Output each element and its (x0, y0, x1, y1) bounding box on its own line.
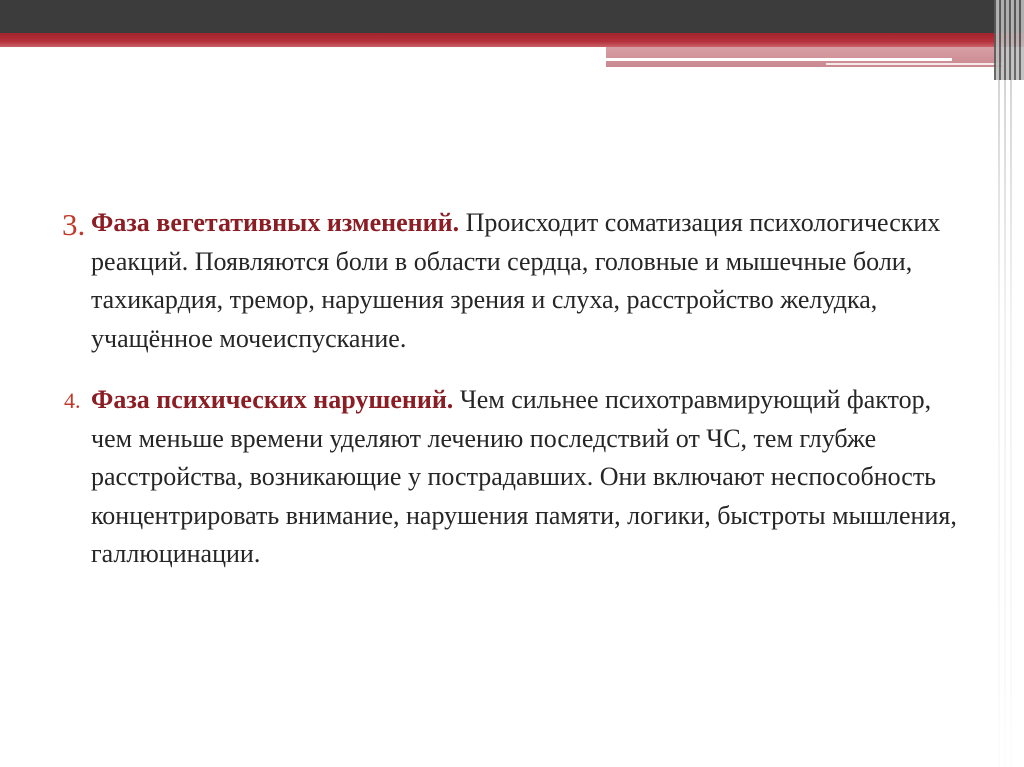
item-text: Происходит соматизация психологических реакций. Появляются боли в области сердца, головные и мышечные боли, тахикардия, тремор, нарушения зрения и слуха, расстройство желудка, учащённое мочеиспускание. (91, 208, 941, 353)
header-dark-band (0, 0, 1024, 33)
slide-body (62, 204, 962, 574)
right-edge-stripes (994, 0, 1024, 767)
header-fade (0, 40, 600, 47)
item-text: Чем сильнее психотравмирующий фактор, чем меньше времени уделяют лечению последствий от ЧС, тем глубже расстройства, возникающие у пострадавших. Они включают неспособность концентрировать внимание, нарушения памяти, логики, быстроты мышления, галлюцинации. (91, 385, 957, 568)
corner-lines-decoration (994, 0, 1024, 80)
stripe (1004, 0, 1006, 767)
stripe (998, 0, 1000, 767)
header-pink-line (606, 58, 952, 61)
item-title: Фаза вегетативных изменений. (91, 208, 460, 237)
list-item (62, 381, 962, 574)
item-number: 4. (64, 388, 81, 413)
item-number: 3. (62, 207, 86, 242)
stripe (1010, 0, 1012, 767)
header-pink-line-secondary (826, 63, 1002, 65)
item-title: Фаза психических нарушений. (91, 385, 454, 414)
list-item (62, 204, 962, 358)
